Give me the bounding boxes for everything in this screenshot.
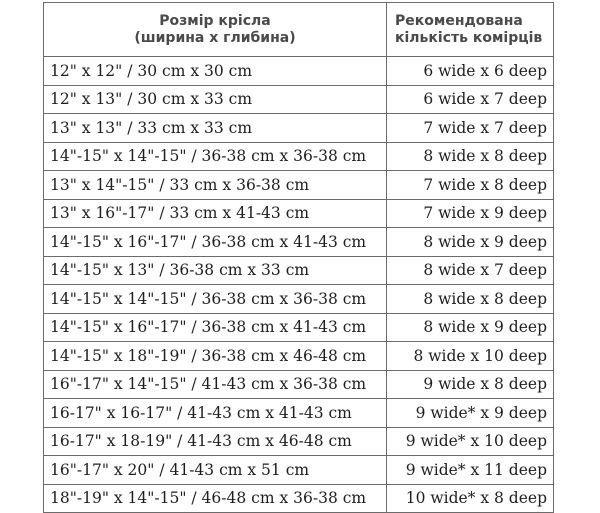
table-body xyxy=(44,57,554,513)
table-row xyxy=(44,114,554,143)
recommended-count-cell: 9 wide* x 10 deep xyxy=(387,427,554,456)
table-row xyxy=(44,313,554,342)
recommended-count-cell: 8 wide x 10 deep xyxy=(387,342,554,371)
chair-size-cell: 18"-19" x 14"-15" / 46-48 cm x 36-38 cm xyxy=(44,484,387,513)
recommended-count-cell: 8 wide x 9 deep xyxy=(387,313,554,342)
chair-size-cell: 12" x 13" / 30 cm x 33 cm xyxy=(44,85,387,114)
header-chair-size-line2: (ширина х глибина) xyxy=(134,29,296,46)
recommended-count-cell: 8 wide x 8 deep xyxy=(387,142,554,171)
chair-size-cell: 14"-15" x 16"-17" / 36-38 cm x 41-43 cm xyxy=(44,313,387,342)
chair-size-cell: 14"-15" x 16"-17" / 36-38 cm x 41-43 cm xyxy=(44,228,387,257)
recommended-count-cell: 9 wide* x 11 deep xyxy=(387,456,554,485)
table-row xyxy=(44,57,554,86)
cushion-size-table xyxy=(43,2,554,513)
recommended-count-cell: 7 wide x 9 deep xyxy=(387,199,554,228)
table-row xyxy=(44,228,554,257)
recommended-count-cell: 6 wide x 6 deep xyxy=(387,57,554,86)
recommended-count-cell: 7 wide x 7 deep xyxy=(387,114,554,143)
table-header-row xyxy=(44,3,554,57)
recommended-count-cell: 9 wide x 8 deep xyxy=(387,370,554,399)
chair-size-cell: 14"-15" x 18"-19" / 36-38 cm x 46-48 cm xyxy=(44,342,387,371)
chair-size-cell: 13" x 16"-17" / 33 cm x 41-43 cm xyxy=(44,199,387,228)
table-row xyxy=(44,256,554,285)
chair-size-cell: 14"-15" x 13" / 36-38 cm x 33 cm xyxy=(44,256,387,285)
cushion-size-table-container xyxy=(43,2,553,513)
table-row xyxy=(44,484,554,513)
header-recommended-count xyxy=(387,3,554,57)
table-row xyxy=(44,427,554,456)
recommended-count-cell: 8 wide x 8 deep xyxy=(387,285,554,314)
recommended-count-cell: 6 wide x 7 deep xyxy=(387,85,554,114)
table-row xyxy=(44,399,554,428)
recommended-count-cell: 8 wide x 9 deep xyxy=(387,228,554,257)
header-chair-size-line1: Розмір крісла xyxy=(159,12,271,29)
table-row xyxy=(44,285,554,314)
chair-size-cell: 14"-15" x 14"-15" / 36-38 cm x 36-38 cm xyxy=(44,285,387,314)
table-row xyxy=(44,370,554,399)
chair-size-cell: 16-17" x 16-17" / 41-43 cm x 41-43 cm xyxy=(44,399,387,428)
header-recommended-line1: Рекомендована xyxy=(395,12,523,29)
chair-size-cell: 16"-17" x 14"-15" / 41-43 cm x 36-38 cm xyxy=(44,370,387,399)
recommended-count-cell: 9 wide* x 9 deep xyxy=(387,399,554,428)
recommended-count-cell: 10 wide* x 8 deep xyxy=(387,484,554,513)
table-row xyxy=(44,142,554,171)
recommended-count-cell: 8 wide x 7 deep xyxy=(387,256,554,285)
chair-size-cell: 12" x 12" / 30 cm x 30 cm xyxy=(44,57,387,86)
recommended-count-cell: 7 wide x 8 deep xyxy=(387,171,554,200)
table-row xyxy=(44,85,554,114)
header-recommended-line2: кількість комірців xyxy=(395,29,543,46)
table-row xyxy=(44,171,554,200)
chair-size-cell: 14"-15" x 14"-15" / 36-38 cm x 36-38 cm xyxy=(44,142,387,171)
table-row xyxy=(44,342,554,371)
chair-size-cell: 16-17" x 18-19" / 41-43 cm x 46-48 cm xyxy=(44,427,387,456)
header-chair-size xyxy=(44,3,387,57)
chair-size-cell: 13" x 14"-15" / 33 cm x 36-38 cm xyxy=(44,171,387,200)
chair-size-cell: 16"-17" x 20" / 41-43 cm x 51 cm xyxy=(44,456,387,485)
table-row xyxy=(44,456,554,485)
table-row xyxy=(44,199,554,228)
chair-size-cell: 13" x 13" / 33 cm x 33 cm xyxy=(44,114,387,143)
